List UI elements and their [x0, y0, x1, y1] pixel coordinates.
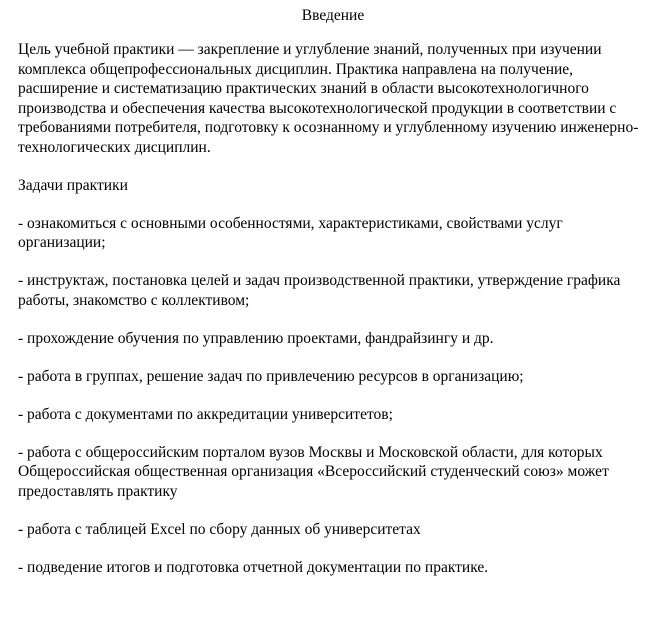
task-item: - работа в группах, решение задач по привлечению ресурсов в организацию;: [18, 367, 524, 385]
task-item: - работа с общероссийским порталом вузов Москвы и Московской области, для которых Общероссийская общественная организация «Всероссийский студенческий союз» может предоставлять практику: [18, 443, 609, 500]
task-item: - ознакомиться с основными особенностями, характеристиками, свойствами услуг организации;: [18, 214, 563, 251]
task-item: - подведение итогов и подготовка отчетной документации по практике.: [18, 558, 489, 576]
task-item: - работа с документами по аккредитации университетов;: [18, 405, 393, 423]
task-item: - работа с таблицей Excel по сбору данных об университетах: [18, 520, 421, 538]
tasks-heading: Задачи практики: [18, 177, 128, 194]
document-title: Введение: [301, 7, 365, 24]
tasks-list: [18, 214, 648, 578]
task-item: - инструктаж, постановка целей и задач производственной практики, утверждение графика работы, знакомство с коллективом;: [18, 272, 621, 309]
intro-paragraph: Цель учебной практики — закрепление и углубление знаний, полученных при изучении комплекса общепрофессиональных дисциплин. Практика направлена на получение, расширение и систематизацию практических знаний в области высокотехнологичного производства и обеспечения качества высокотехнологической продукции в соответствии с требованиями потребителя, подготовку к осознанному и углубленному изучению инженерно-технологических дисциплин.: [18, 41, 639, 156]
task-item: - прохождение обучения по управлению проектами, фандрайзингу и др.: [18, 329, 494, 347]
